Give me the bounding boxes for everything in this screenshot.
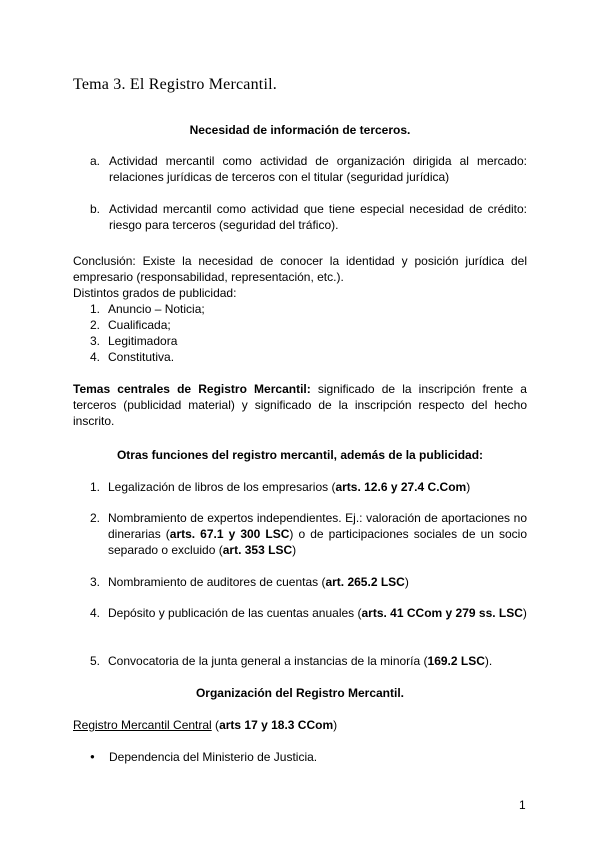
list-marker: 5. xyxy=(90,654,101,668)
conclusion-paragraph: Conclusión: Existe la necesidad de conocer la identidad y posición jurídica del empresario (responsabilidad, representación, etc.). xyxy=(73,254,527,284)
section-heading-organizacion: Organización del Registro Mercantil. xyxy=(195,686,405,700)
grados-intro: Distintos grados de publicidad: xyxy=(73,286,237,300)
list-marker: 1. xyxy=(90,302,101,316)
list-item xyxy=(90,479,527,495)
subheading-registro-central: Registro Mercantil Central (arts 17 y 18.3 CCom) xyxy=(73,718,338,732)
bullet-icon: ● xyxy=(90,752,95,761)
list-item-text: Depósito y publicación de las cuentas anuales (arts. 41 CCom y 279 ss. LSC) xyxy=(108,606,527,620)
list-item xyxy=(90,574,527,590)
list-item xyxy=(90,510,527,558)
list-item xyxy=(90,653,527,669)
list-item xyxy=(90,333,527,349)
page-title: Tema 3. El Registro Mercantil. xyxy=(73,76,277,93)
legal-reference: arts 17 y 18.3 CCom xyxy=(219,718,334,732)
list-item-text: Legalización de libros de los empresarios (arts. 12.6 y 27.4 C.Com) xyxy=(108,480,471,494)
legal-reference: art. 353 LSC xyxy=(222,543,293,557)
list-item xyxy=(90,349,527,365)
list-item-text: Nombramiento de expertos independientes. Ej.: valoración de aportaciones no dinerarias (arts. 67.1 y 300 LSC) o de participaciones sociales de un socio separado o excluido (art. 353 LSC) xyxy=(108,511,527,557)
list-item-text: Actividad mercantil como actividad que tiene especial necesidad de crédito: riesgo para terceros (seguridad del tráfico). xyxy=(109,202,527,232)
temas-centrales-text: significado de la inscripción frente a terceros (publicidad material) y significado de la inscripción respecto del hecho inscrito. xyxy=(73,382,527,428)
bullet-item-text: Dependencia del Ministerio de Justicia. xyxy=(109,750,318,764)
legal-reference: arts. 41 CCom y 279 ss. LSC xyxy=(361,606,523,620)
list-item xyxy=(90,201,527,233)
list-item-text: Constitutiva. xyxy=(108,350,175,364)
bullet-item xyxy=(90,749,317,765)
temas-centrales-label: Temas centrales de Registro Mercantil: xyxy=(73,382,311,396)
list-marker: 1. xyxy=(90,480,101,494)
list-item-text: Actividad mercantil como actividad de organización dirigida al mercado: relaciones jurídicas de terceros con el titular (seguridad jurídica) xyxy=(109,154,527,184)
list-marker: 2. xyxy=(90,511,101,525)
legal-reference: art. 265.2 LSC xyxy=(325,575,405,589)
list-marker: 2. xyxy=(90,318,101,332)
list-item-text: Cualificada; xyxy=(108,318,171,332)
list-item-text: Anuncio – Noticia; xyxy=(108,302,205,316)
section-heading-otras-funciones: Otras funciones del registro mercantil, además de la publicidad: xyxy=(116,448,484,462)
registro-central-label: Registro Mercantil Central xyxy=(73,718,212,732)
list-marker: 3. xyxy=(90,334,101,348)
list-item xyxy=(90,317,527,333)
list-item-text: Nombramiento de auditores de cuentas (art. 265.2 LSC) xyxy=(108,575,409,589)
legal-reference: 169.2 LSC xyxy=(427,654,485,668)
list-item xyxy=(90,153,527,185)
temas-centrales-paragraph xyxy=(73,381,527,429)
list-marker: 4. xyxy=(90,350,101,364)
legal-reference: arts. 67.1 y 300 LSC xyxy=(169,527,290,541)
list-item xyxy=(90,605,527,621)
list-marker: 3. xyxy=(90,575,101,589)
list-item-text: Legitimadora xyxy=(108,334,178,348)
section-heading-informacion: Necesidad de información de terceros. xyxy=(189,123,411,137)
list-item xyxy=(90,301,527,317)
list-marker: b. xyxy=(90,202,101,216)
page-number: 1 xyxy=(519,798,526,812)
list-marker: 4. xyxy=(90,606,101,620)
list-item-text: Convocatoria de la junta general a instancias de la minoría (169.2 LSC). xyxy=(108,654,493,668)
list-marker: a. xyxy=(90,154,101,168)
legal-reference: arts. 12.6 y 27.4 C.Com xyxy=(335,480,467,494)
